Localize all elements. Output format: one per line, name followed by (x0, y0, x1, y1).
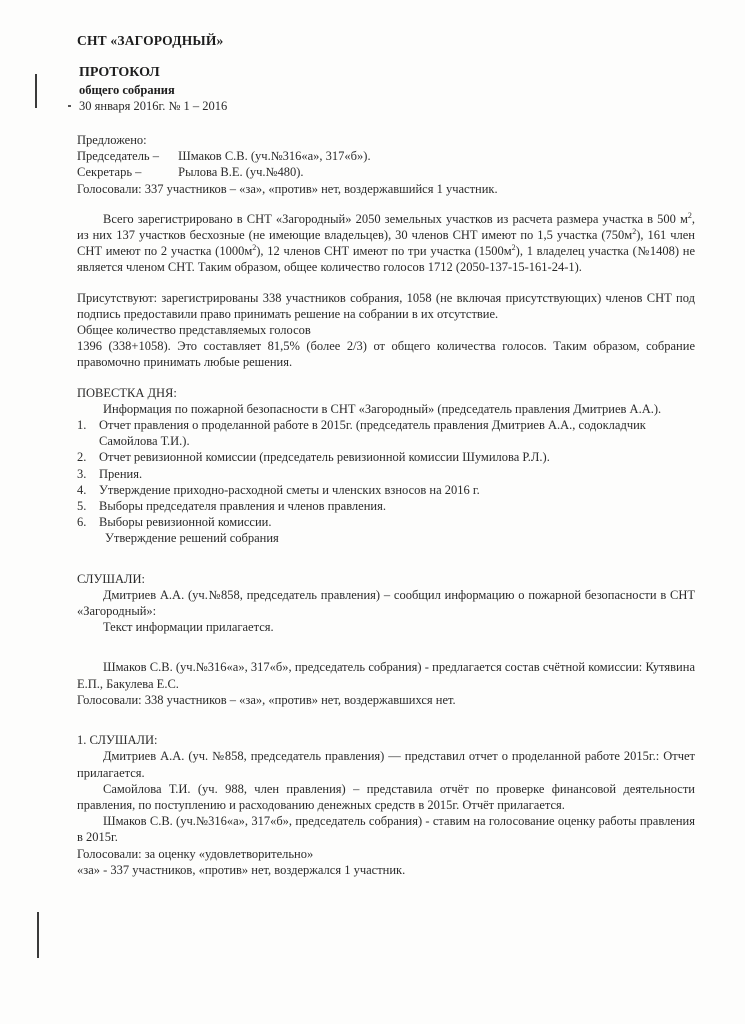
chair-role: Председатель – (77, 149, 160, 164)
document-type: ПРОТОКОЛ (79, 65, 160, 80)
agenda-item: 3. Прения. (77, 466, 143, 481)
chair-name: Шмаков С.В. (уч.№316«а», 317«б»). (178, 149, 371, 164)
organization-title: СНТ «ЗАГОРОДНЫЙ» (77, 33, 224, 48)
heard-1-vote-on: Голосовали: за оценку «удовлетворительно» (77, 846, 314, 861)
margin-mark-bottom (37, 912, 39, 958)
proposed-heading: Предложено: (77, 133, 147, 147)
heard-dmitriev: Дмитриев А.А. (уч.№858, председатель правления) – сообщил информацию о пожарной безопасности в СНТ «Загородный»: (77, 587, 695, 619)
heard-shmakov-commission: Шмаков С.В. (уч.№316«а», 317«б», председатель собрания) - предлагается состав счётной комиссии: Кутявина Е.П., Бакулева Е.С. (77, 660, 695, 691)
agenda-item: 1. Отчет правления о проделанной работе в 2015г. (председатель правления Дмитриев А.А., содокладчик Самойлова Т.И.). (77, 418, 646, 449)
document-date-number: 30 января 2016г. № 1 – 2016 (79, 99, 228, 113)
presence-total: 1396 (338+1058). Это составляет 81,5% (более 2/3) от общего количества голосов. Таким образом, собрание правомочно принимать любые решения. (77, 339, 695, 370)
chair-line (77, 148, 695, 164)
heard-1-dmitriev: Дмитриев А.А. (уч. №858, председатель правления) — представил отчет о проделанной работе 2015г.: Отчет прилагается. (77, 749, 695, 780)
proposed-vote: Голосовали: 337 участников – «за», «против» нет, воздержавшийся 1 участник. (77, 181, 498, 196)
heard-vote: Голосовали: 338 участников – «за», «против» нет, воздержавшихся нет. (77, 692, 456, 707)
agenda-item: 4. Утверждение приходно-расходной сметы и членских взносов на 2016 г. (77, 482, 480, 497)
agenda-list (77, 417, 695, 530)
heard-info-attached: Текст информации прилагается. (103, 620, 274, 635)
margin-dot (68, 105, 71, 107)
presence-paragraph: Присутствуют: зарегистрированы 338 участников собрания, 1058 (не включая присутствующих) членов СНТ под подпись предоставили право принимать решение на собрании в их отсутствие. (77, 290, 695, 321)
agenda-item: 5. Выборы председателя правления и членов правления. (77, 499, 386, 514)
heard-1-vote: «за» - 337 участников, «против» нет, воздержался 1 участник. (77, 862, 406, 877)
agenda-intro: Информация по пожарной безопасности в СНТ «Загородный» (председатель правления Дмитриев А.А.). (103, 401, 662, 416)
secretary-role: Секретарь – (77, 165, 142, 180)
presence-total-label: Общее количество представляемых голосов (77, 323, 311, 338)
heard-heading: СЛУШАЛИ: (77, 571, 145, 586)
agenda-heading: ПОВЕСТКА ДНЯ: (77, 385, 177, 400)
heard-1-shmakov: Шмаков С.В. (уч.№316«а», 317«б», председатель собрания) - ставим на голосование оценку работы правления в 2015г. (77, 814, 695, 845)
agenda-item: 6. Выборы ревизионной комиссии. (77, 515, 272, 530)
margin-mark-top (35, 74, 37, 108)
heard-1-heading: 1. СЛУШАЛИ: (77, 733, 158, 748)
document-body (77, 132, 695, 878)
registration-paragraph: Всего зарегистрировано в СНТ «Загородный» 2050 земельных участков из расчета размера участка в 500 $м^2$, из них 137 участков бесхозные (не имеющие владельцев), 30 членов СНТ имеют по 1,5 участка $(750м^2)$, 161 член СНТ имеют по 2 участка $(1000м^2)$, 12 членов СНТ имеют по три участка $(1500м^2)$, 1 владелец участка (№1408) не является членом СНТ. Таким образом, общее количество голосов 1712 (2050-137-15-161-24-1). (77, 210, 695, 275)
secretary-name: Рылова В.Е. (уч.№480). (178, 165, 304, 180)
agenda-item: 2. Отчет ревизионной комиссии (председатель ревизионной комиссии Шумилова Р.Л.). (77, 450, 550, 465)
agenda-closing: Утверждение решений собрания (105, 531, 279, 546)
document-subtitle: общего собрания (79, 83, 175, 97)
heard-1-samoylova: Самойлова Т.И. (уч. 988, член правления) – представила отчёт по проверке финансовой деятельности правления, по поступлению и расходованию денежных средств в 2015г. Отчёт прилагается. (77, 781, 695, 812)
secretary-line (77, 164, 695, 180)
